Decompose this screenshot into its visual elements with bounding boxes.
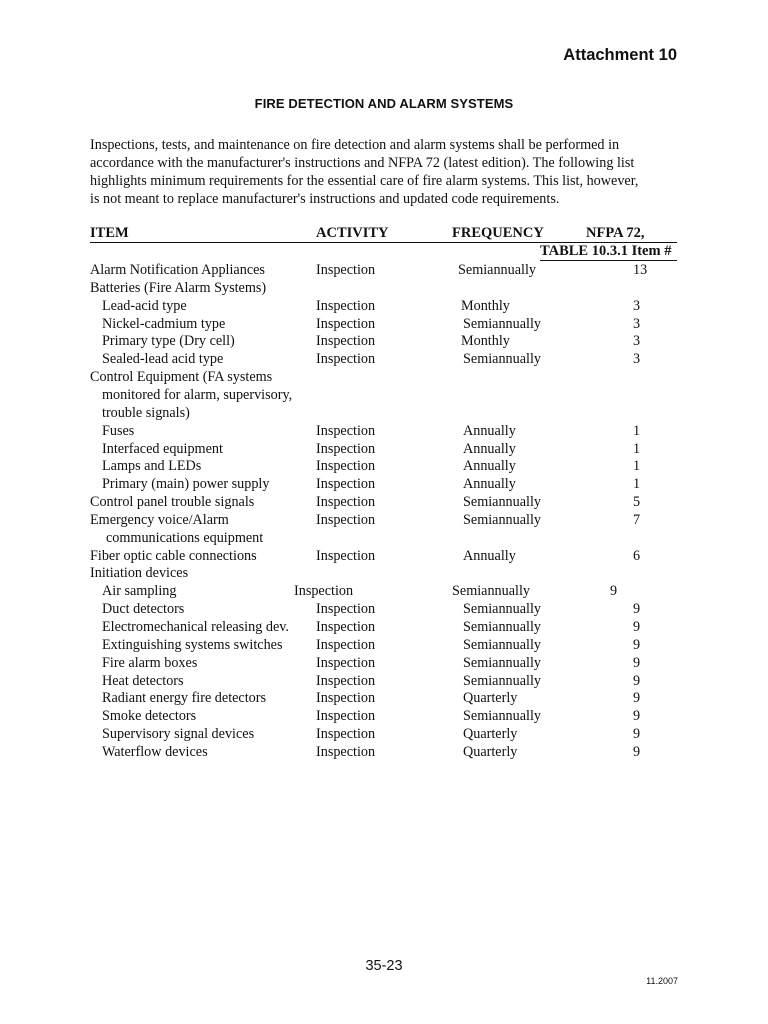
- row-frequency: Semiannually: [463, 636, 542, 653]
- row-table-ref: 9: [633, 743, 641, 760]
- row-table-ref: 1: [633, 422, 641, 439]
- row-frequency: Semiannually: [463, 601, 542, 618]
- row-activity: Inspection: [316, 511, 376, 528]
- row-activity: Inspection: [316, 672, 376, 689]
- row-table-ref: 1: [633, 476, 641, 493]
- column-header-item: ITEM: [90, 225, 129, 241]
- row-activity: Inspection: [316, 654, 376, 671]
- row-item: Interfaced equipment: [102, 440, 223, 457]
- row-activity: Inspection: [316, 743, 376, 760]
- row-item: Supervisory signal devices: [102, 726, 255, 743]
- header-underline: [540, 260, 677, 261]
- row-frequency: Annually: [463, 547, 516, 564]
- row-frequency: Quarterly: [463, 690, 518, 707]
- table-row: [0, 619, 768, 637]
- row-table-ref: 5: [633, 494, 641, 511]
- row-table-ref: 9: [633, 690, 641, 707]
- row-frequency: Semiannually: [452, 583, 531, 600]
- table-row: [0, 708, 768, 726]
- row-frequency: Monthly: [461, 333, 510, 350]
- row-frequency: Annually: [463, 422, 516, 439]
- row-frequency: Semiannually: [463, 619, 542, 635]
- row-item: Nickel-cadmium type: [102, 315, 226, 332]
- table-row: [0, 637, 768, 655]
- row-table-ref: 9: [633, 726, 641, 743]
- row-item: Primary type (Dry cell): [102, 333, 235, 350]
- row-activity: Inspection: [316, 636, 376, 653]
- row-frequency: Semiannually: [458, 262, 537, 278]
- row-table-ref: 9: [633, 708, 641, 725]
- row-activity: Inspection: [316, 601, 376, 618]
- row-table-ref: 3: [633, 297, 641, 314]
- row-frequency: Monthly: [461, 297, 510, 314]
- row-frequency: Quarterly: [463, 743, 518, 760]
- row-frequency: Semiannually: [463, 672, 542, 689]
- table-row: [0, 512, 768, 530]
- row-table-ref: 9: [633, 672, 641, 689]
- row-activity: Inspection: [316, 351, 376, 368]
- row-table-ref: 9: [633, 619, 641, 635]
- intro-line: accordance with the manufacturer's instructions and NFPA 72 (latest edition). The following list: [90, 155, 635, 171]
- row-table-ref: 9: [633, 636, 641, 653]
- row-activity: Inspection: [294, 583, 354, 600]
- table-row: [0, 655, 768, 673]
- row-item: Fiber optic cable connections: [90, 547, 257, 564]
- table-row: [0, 423, 768, 441]
- row-activity: Inspection: [316, 690, 376, 707]
- row-frequency: Annually: [463, 458, 516, 475]
- row-item: Waterflow devices: [102, 743, 208, 760]
- row-table-ref: 7: [633, 511, 641, 528]
- row-frequency: Semiannually: [463, 351, 542, 368]
- row-item: Lead-acid type: [102, 297, 187, 314]
- row-frequency: Semiannually: [463, 511, 542, 528]
- attachment-label: Attachment 10: [563, 46, 677, 64]
- table-row: [0, 333, 768, 351]
- row-activity: Inspection: [316, 547, 376, 564]
- row-activity: Inspection: [316, 422, 376, 439]
- row-table-ref: 1: [633, 458, 641, 475]
- row-item: Sealed-lead acid type: [102, 351, 224, 368]
- row-item: Fire alarm boxes: [102, 654, 198, 671]
- row-frequency: Semiannually: [463, 654, 542, 671]
- row-item: Fuses: [102, 422, 135, 439]
- table-row: [0, 458, 768, 476]
- row-item: Initiation devices: [90, 565, 189, 582]
- column-header-activity: ACTIVITY: [316, 225, 389, 241]
- row-item: Heat detectors: [102, 672, 184, 689]
- table-row: [0, 298, 768, 316]
- table-row: [0, 726, 768, 744]
- table-row: [0, 583, 768, 601]
- row-activity: Inspection: [316, 262, 376, 278]
- row-activity: Inspection: [316, 619, 376, 635]
- intro-line: highlights minimum requirements for the essential care of fire alarm systems. This list, however,: [90, 173, 639, 189]
- row-item: Extinguishing systems switches: [102, 636, 283, 653]
- row-table-ref: 1: [633, 440, 641, 457]
- row-table-ref: 13: [633, 262, 648, 278]
- row-frequency: Annually: [463, 476, 516, 493]
- table-row: [0, 351, 768, 369]
- row-item: Duct detectors: [102, 601, 185, 618]
- row-activity: Inspection: [316, 726, 376, 743]
- table-row: [0, 262, 768, 280]
- column-header-table-ref: TABLE 10.3.1 Item #: [540, 243, 672, 259]
- row-frequency: Annually: [463, 440, 516, 457]
- table-row: [0, 476, 768, 494]
- row-activity: Inspection: [316, 315, 376, 332]
- row-activity: Inspection: [316, 440, 376, 457]
- row-frequency: Quarterly: [463, 726, 518, 743]
- table-row: [0, 387, 768, 405]
- intro-line: Inspections, tests, and maintenance on fire detection and alarm systems shall be performed in: [90, 137, 620, 153]
- row-item: Alarm Notification Appliances: [90, 262, 265, 278]
- row-item: Batteries (Fire Alarm Systems): [90, 279, 267, 296]
- row-activity: Inspection: [316, 494, 376, 511]
- document-title: FIRE DETECTION AND ALARM SYSTEMS: [254, 96, 514, 111]
- table-row: [0, 548, 768, 566]
- row-item: Air sampling: [102, 583, 177, 600]
- row-item: Control Equipment (FA systems: [90, 369, 273, 386]
- table-row: [0, 744, 768, 762]
- row-item: Emergency voice/Alarm: [90, 511, 229, 528]
- row-activity: Inspection: [316, 458, 376, 475]
- table-row: [0, 280, 768, 298]
- row-activity: Inspection: [316, 476, 376, 493]
- row-table-ref: 9: [610, 583, 618, 600]
- table-row: [0, 441, 768, 459]
- row-activity: Inspection: [316, 333, 376, 350]
- table-row: [0, 494, 768, 512]
- intro-paragraph: [90, 136, 690, 208]
- row-item: communications equipment: [106, 529, 264, 546]
- intro-line: is not meant to replace manufacturer's instructions and updated code requirements.: [90, 191, 560, 207]
- header-underline: [90, 242, 677, 243]
- row-item: Control panel trouble signals: [90, 494, 255, 511]
- column-header-nfpa: NFPA 72,: [586, 225, 645, 241]
- page-number: 35-23: [365, 958, 403, 974]
- row-item: trouble signals): [102, 404, 190, 421]
- row-item: monitored for alarm, supervisory,: [102, 386, 293, 403]
- table-row: [0, 565, 768, 583]
- table-row: [0, 369, 768, 387]
- row-frequency: Semiannually: [463, 315, 542, 332]
- table-row: [0, 316, 768, 334]
- row-frequency: Semiannually: [463, 494, 542, 511]
- row-item: Smoke detectors: [102, 708, 197, 725]
- table-row: [0, 601, 768, 619]
- row-frequency: Semiannually: [463, 708, 542, 725]
- row-item: Electromechanical releasing dev.: [102, 619, 289, 635]
- revision-date: 11.2007: [646, 976, 678, 986]
- row-activity: Inspection: [316, 297, 376, 314]
- row-table-ref: 3: [633, 315, 641, 332]
- column-header-frequency: FREQUENCY: [452, 225, 544, 241]
- row-table-ref: 9: [633, 654, 641, 671]
- row-table-ref: 9: [633, 601, 641, 618]
- row-activity: Inspection: [316, 708, 376, 725]
- row-item: Radiant energy fire detectors: [102, 690, 267, 707]
- row-item: Primary (main) power supply: [102, 476, 270, 493]
- row-table-ref: 6: [633, 547, 641, 564]
- row-table-ref: 3: [633, 333, 641, 350]
- row-item: Lamps and LEDs: [102, 458, 202, 475]
- table-row: [0, 690, 768, 708]
- table-row: [0, 405, 768, 423]
- table-row: [0, 673, 768, 691]
- row-table-ref: 3: [633, 351, 641, 368]
- table-row: [0, 530, 768, 548]
